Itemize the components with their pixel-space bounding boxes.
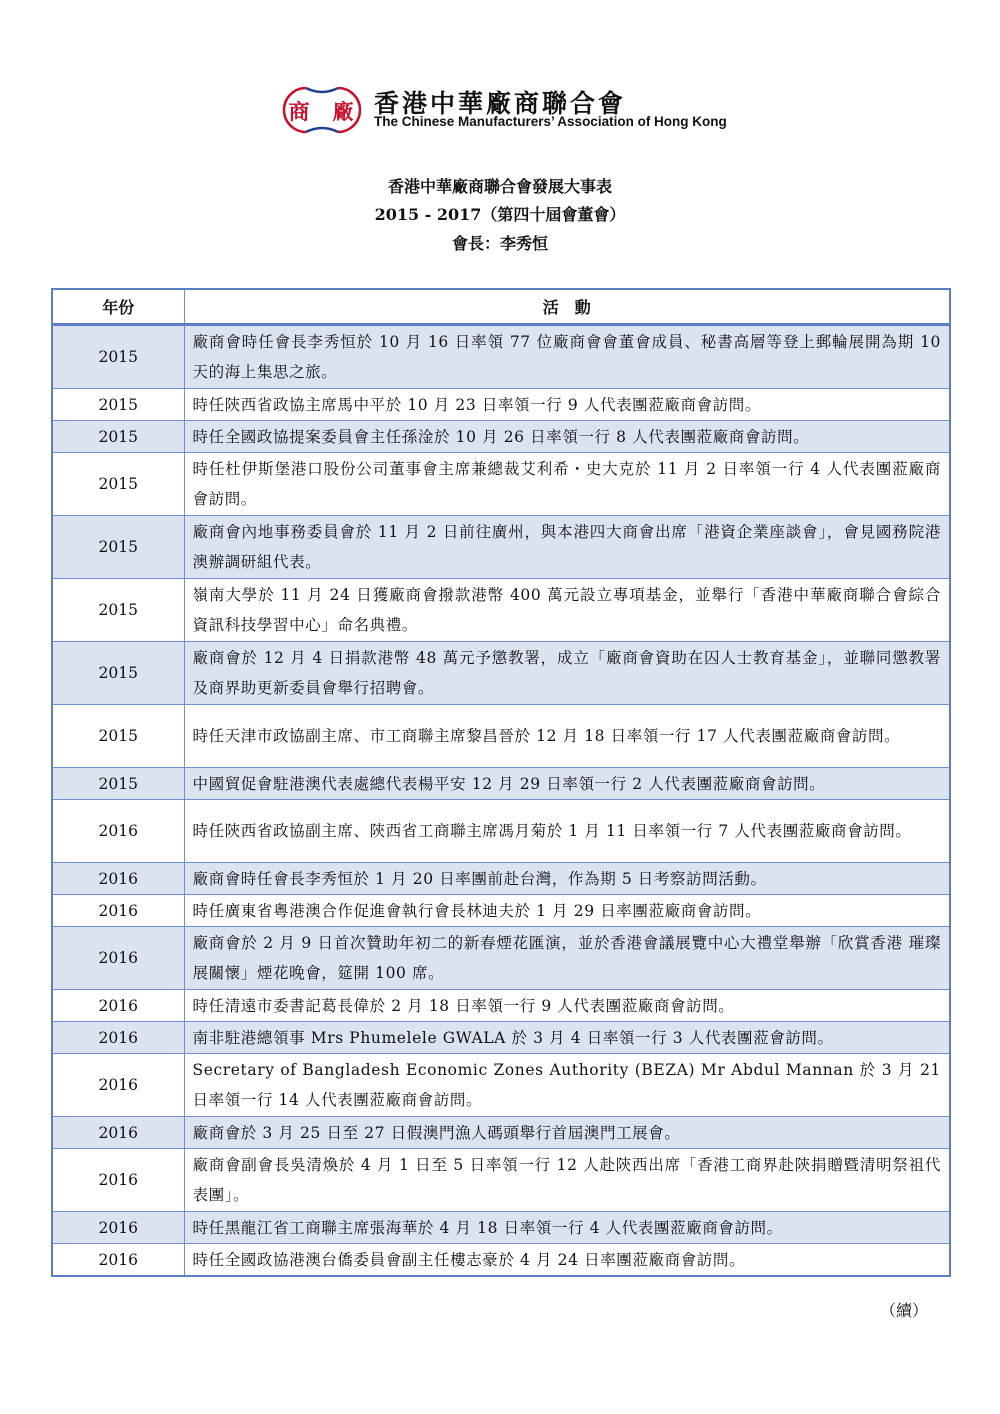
row-year: 2015	[52, 768, 184, 800]
table-row	[52, 1244, 950, 1277]
logo-glyph-right: 廠	[332, 100, 354, 124]
row-year: 2015	[52, 642, 184, 705]
row-activity: 時任全國政協提案委員會主任孫淦於 10 月 26 日率領一行 8 人代表團蒞廠商會訪問。	[184, 421, 950, 453]
table-row	[52, 768, 950, 800]
row-activity: 嶺南大學於 11 月 24 日獲廠商會撥款港幣 400 萬元設立專項基金，並舉行「香港中華廠商聯合會綜合資訊科技學習中心」命名典禮。	[184, 579, 950, 642]
row-year: 2016	[52, 1054, 184, 1117]
row-activity: 時任杜伊斯堡港口股份公司董事會主席兼總裁艾利希・史大克於 11 月 2 日率領一行 4 人代表團蒞廠商會訪問。	[184, 453, 950, 516]
table-row	[52, 389, 950, 421]
table-header-row	[52, 289, 950, 325]
column-header-activity: 活 動	[184, 289, 950, 325]
row-activity: 廠商會副會長吳清煥於 4 月 1 日至 5 日率領一行 12 人赴陝西出席「香港工商界赴陝捐贈暨清明祭祖代表團」。	[184, 1149, 950, 1212]
row-year: 2015	[52, 516, 184, 579]
table-row	[52, 325, 950, 389]
table-row	[52, 516, 950, 579]
table-row	[52, 1149, 950, 1212]
row-year: 2015	[52, 421, 184, 453]
table-row	[52, 1022, 950, 1054]
row-year: 2016	[52, 990, 184, 1022]
row-year: 2016	[52, 927, 184, 990]
table-row	[52, 642, 950, 705]
document-chairman: 會長：李秀恒	[451, 234, 548, 253]
org-logo	[276, 82, 736, 138]
table-row	[52, 895, 950, 927]
row-year: 2016	[52, 800, 184, 863]
row-activity: 時任廣東省粵港澳合作促進會執行會長林迪夫於 1 月 29 日率團蒞廠商會訪問。	[184, 895, 950, 927]
org-name-zh: 香港中華廠商聯合會	[374, 89, 627, 118]
row-activity: 時任陝西省政協主席馬中平於 10 月 23 日率領一行 9 人代表團蒞廠商會訪問。	[184, 389, 950, 421]
row-year: 2016	[52, 895, 184, 927]
row-year: 2015	[52, 389, 184, 421]
row-year: 2016	[52, 1149, 184, 1212]
row-activity: 廠商會內地事務委員會於 11 月 2 日前往廣州，與本港四大商會出席「港資企業座談會」，會見國務院港澳辦調研組代表。	[184, 516, 950, 579]
table-row	[52, 421, 950, 453]
continued-note: （續）	[880, 1301, 929, 1320]
table-row	[52, 927, 950, 990]
row-activity: 廠商會於 12 月 4 日捐款港幣 48 萬元予懲教署，成立「廠商會資助在囚人士教育基金」，並聯同懲教署及商界助更新委員會舉行招聘會。	[184, 642, 950, 705]
table-row	[52, 705, 950, 768]
logo-glyph-left: 商	[288, 100, 310, 124]
table-row	[52, 990, 950, 1022]
logo-emblem-icon	[276, 82, 368, 138]
row-activity: 時任黑龍江省工商聯主席張海華於 4 月 18 日率領一行 4 人代表團蒞廠商會訪問。	[184, 1212, 950, 1244]
row-activity: 廠商會於 3 月 25 日至 27 日假澳門漁人碼頭舉行首屆澳門工展會。	[184, 1117, 950, 1149]
row-year: 2015	[52, 705, 184, 768]
row-year: 2015	[52, 579, 184, 642]
table-row	[52, 863, 950, 895]
row-year: 2015	[52, 453, 184, 516]
row-activity: 廠商會時任會長李秀恒於 1 月 20 日率團前赴台灣，作為期 5 日考察訪問活動。	[184, 863, 950, 895]
row-activity: 南非駐港總領事 Mrs Phumelele GWALA 於 3 月 4 日率領一行 3 人代表團蒞會訪問。	[184, 1022, 950, 1054]
table-row	[52, 579, 950, 642]
row-activity: 時任全國政協港澳台僑委員會副主任樓志豪於 4 月 24 日率團蒞廠商會訪問。	[184, 1244, 950, 1277]
row-year: 2016	[52, 1244, 184, 1277]
row-activity: 時任清遠市委書記葛長偉於 2 月 18 日率領一行 9 人代表團蒞廠商會訪問。	[184, 990, 950, 1022]
table-row	[52, 1117, 950, 1149]
row-year: 2016	[52, 1117, 184, 1149]
row-year: 2016	[52, 1212, 184, 1244]
events-table-body	[52, 325, 950, 1277]
table-row	[52, 453, 950, 516]
row-activity: Secretary of Bangladesh Economic Zones Authority (BEZA) Mr Abdul Mannan 於 3 月 21 日率領一行 14 人代表團蒞廠商會訪問。	[184, 1054, 950, 1117]
row-activity: 時任天津市政協副主席、市工商聯主席黎昌晉於 12 月 18 日率領一行 17 人代表團蒞廠商會訪問。	[184, 705, 950, 768]
events-table	[51, 288, 951, 1277]
row-activity: 廠商會於 2 月 9 日首次贊助年初二的新春煙花匯演，並於香港會議展覽中心大禮堂舉辦「欣賞香港 璀璨展關懷」煙花晚會，筵開 100 席。	[184, 927, 950, 990]
table-row	[52, 1054, 950, 1117]
document-title: 香港中華廠商聯合會發展大事表	[387, 177, 612, 196]
org-name-en: The Chinese Manufacturers’ Association of Hong Kong	[374, 114, 727, 129]
table-row	[52, 800, 950, 863]
table-row	[52, 1212, 950, 1244]
row-activity: 廠商會時任會長李秀恒於 10 月 16 日率領 77 位廠商會會董會成員、秘書高層等登上郵輪展開為期 10 天的海上集思之旅。	[184, 325, 950, 389]
column-header-year: 年份	[52, 289, 184, 325]
row-year: 2016	[52, 1022, 184, 1054]
row-activity: 中國貿促會駐港澳代表處總代表楊平安 12 月 29 日率領一行 2 人代表團蒞廠商會訪問。	[184, 768, 950, 800]
row-activity: 時任陝西省政協副主席、陝西省工商聯主席馮月菊於 1 月 11 日率領一行 7 人代表團蒞廠商會訪問。	[184, 800, 950, 863]
document-period: 2015 - 2017（第四十屆會董會）	[374, 205, 626, 224]
row-year: 2016	[52, 863, 184, 895]
row-year: 2015	[52, 325, 184, 389]
